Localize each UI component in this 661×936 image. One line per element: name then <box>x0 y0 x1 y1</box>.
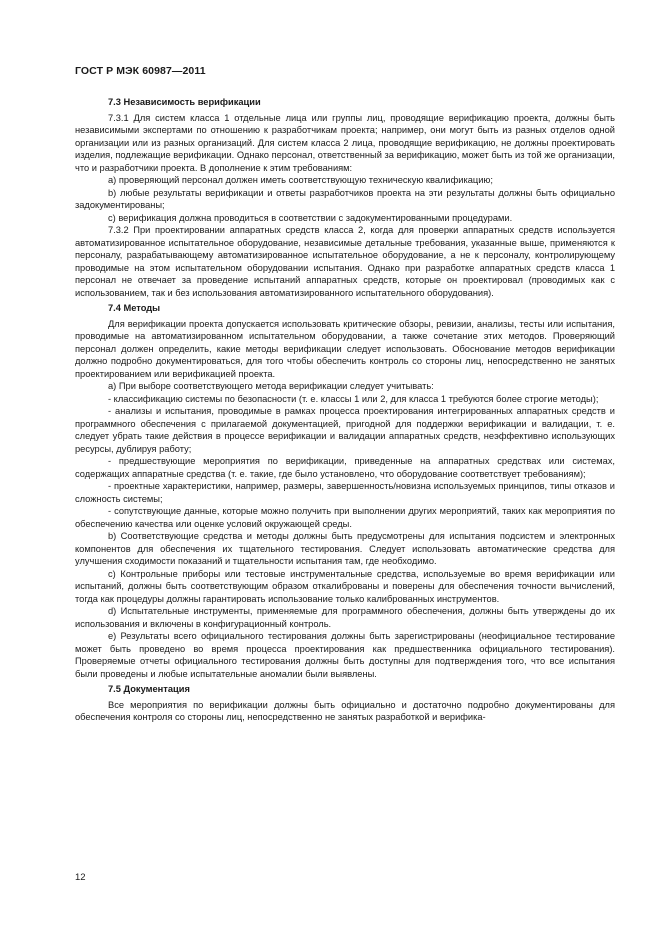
section-heading: 7.3 Независимость верификации <box>108 97 261 107</box>
list-item: - сопутствующие данные, которые можно получить при выполнении других мероприятий, таких как мероприятия по обеспечению качества или оценке условий окружающей среды. <box>75 506 615 529</box>
list-item: - предшествующие мероприятия по верификации, приведенные на аппаратных средствах или системах, содержащих аппаратные средства (т. е. такие, где было установлено, что оборудование соответствует требованиям); <box>75 456 615 479</box>
list-item: - классификацию системы по безопасности (т. е. классы 1 или 2, для класса 1 требуются более строгие методы); <box>108 393 599 404</box>
document-body <box>75 93 615 724</box>
page-number: 12 <box>75 872 86 883</box>
list-item: c) Контрольные приборы или тестовые инструментальные средства, используемые во время верификации или испытаний, должны быть соответствующим образом откалиброваны и поверены для обеспечения точности вычислений, тогда как процедуры должны гарантировать использование только калиброванных инструментов. <box>75 568 615 604</box>
list-item: a) При выборе соответствующего метода верификации следует учитывать: <box>108 381 434 391</box>
paragraph: Для верификации проекта допускается использовать критические обзоры, ревизии, анализы, тесты или испытания, проводимые на автоматизированном испытательном оборудовании, а также сочетание этих методов. Проверяющий персонал должен определить, какие методы верификации следует использовать. Обоснование методов верификации должно подробно документироваться, для того чтобы обеспечить контроль со стороны лиц, непосредственно не занятых проектированием или верификацией проекта. <box>75 318 615 379</box>
list-item: a) проверяющий персонал должен иметь соответствующую техническую квалификацию; <box>108 175 493 185</box>
list-item: - проектные характеристики, например, размеры, завершенность/новизна используемых принципов, типы отказов и сложность системы; <box>75 481 615 504</box>
list-item: d) Испытательные инструменты, применяемые для программного обеспечения, должны быть утверждены до их использования и включены в конфигурационный контроль. <box>75 606 615 629</box>
paragraph: 7.3.1 Для систем класса 1 отдельные лица или группы лиц, проводящие верификацию проекта, должны быть независимыми экспертами по отношению к разработчикам проекта; например, они могут быть из разных отделов одной организации или из разных организаций. Для систем класса 2 лица, проводящие верификацию, не должны проектировать изделия, подлежащие верификации. Однако персонал, ответственный за верификацию, может быть из той же организации, что и разработчики проекта. В дополнение к этим требованиям: <box>75 112 615 173</box>
list-item: - анализы и испытания, проводимые в рамках процесса проектирования интегрированных аппаратных средств и программного обеспечения с прилагаемой документацией, пригодной для поддержки верификации и валидации, т. е. следует убрать такие действия в процессе верификации и валидации аппаратных средств, неэффективно использующих ресурсы, дублируя работу; <box>75 406 615 454</box>
paragraph: Все мероприятия по верификации должны быть официально и достаточно подробно документированы для обеспечения контроля со стороны лиц, непосредственно не занятых разработкой и верифика- <box>75 699 615 722</box>
paragraph: 7.3.2 При проектировании аппаратных средств класса 2, когда для проверки аппаратных средств используется автоматизированное испытательное оборудование, независимые детальные требования, указанные выше, применяются к персоналу, разрабатывающему автоматизированное испытательное оборудование, а не к персоналу, контролирующему проводимые на этом испытательном оборудовании испытания. Однако при разработке аппаратных средств класса 1 персонал не отвечает за проведение испытаний аппаратных средств, которые он проектировал (проводимых как с использованием, так и без использования автоматизированного испытательного оборудования). <box>75 225 615 298</box>
section-heading: 7.5 Документация <box>108 684 190 694</box>
document-header: ГОСТ Р МЭК 60987—2011 <box>75 65 206 77</box>
list-item: b) любые результаты верификации и ответы разработчиков проекта на эти результаты должны быть официально задокументированы; <box>75 187 615 210</box>
section-heading: 7.4 Методы <box>108 303 161 313</box>
list-item: b) Соответствующие средства и методы должны быть предусмотрены для испытания подсистем и электронных компонентов для обеспечения их тщательного тестирования. Следует использовать автоматические средства для улучшения сходимости показаний и тщательности испытания там, где необходимо. <box>75 531 615 566</box>
list-item: e) Результаты всего официального тестирования должны быть зарегистрированы (неофициальное тестирование может быть проведено во время процесса проектирования как предшественника официального тестирования). Проверяемые отчеты официального тестирования должны быть доступны для подтверждения того, что все испытания были проведены и любые испытательные аномалии были выявлены. <box>75 631 615 679</box>
list-item: c) верификация должна проводиться в соответствии с задокументированными процедурами. <box>108 212 513 223</box>
